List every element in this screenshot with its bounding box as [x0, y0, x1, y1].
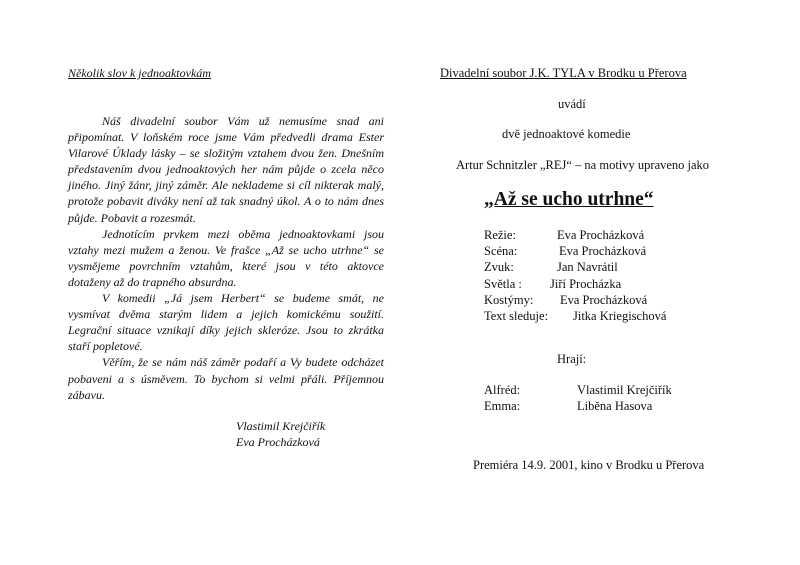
- intro-paragraph: Jednotícím prvkem mezi oběma jednoaktovkami jsou vztahy mezi mužem a ženou. Ve frašce „Až se ucho utrhne“ se vysmějeme povrchním vztahům, které jsou v této aktovce dotaženy až do trapného absurdna.: [68, 226, 384, 289]
- credit-name: Eva Procházková: [560, 292, 648, 307]
- signature-name: Vlastimil Krejčiřík: [236, 419, 326, 433]
- credit-name: Jitka Kriegischová: [573, 308, 667, 323]
- credit-name: Jan Navrátil: [557, 260, 618, 275]
- adaptation-text: Artur Schnitzler „REJ“ – na motivy upraveno jako: [456, 158, 710, 172]
- credit-name: Eva Procházková: [557, 228, 645, 242]
- cast-actor: Liběna Hasova: [577, 399, 653, 413]
- cast-role: Emma:: [484, 399, 521, 413]
- cast-actor: Vlastimil Krejčiřík: [577, 383, 672, 397]
- intro-paragraph: Náš divadelní soubor Vám už nemusíme snad ani připomínat. V loňském roce jsme Vám předvedli drama Ester Vilarové Úklady lásky – se složitým vztahem dvou žen. Dnešním představením dvou jednoaktových her nám půjde o zcela něco jiného. Jiný žánr, jiný záměr. Ale neklademe si cíl nikterak malý, protože pobavit diváky není až tak snadný úkol. A o to nám dnes půjde. Pobavit a rozesmát.: [68, 114, 384, 225]
- cast-role: Alfréd:: [484, 383, 521, 397]
- credit-name: Eva Procházková: [559, 244, 647, 259]
- play-title: „Až se ucho utrhne“: [484, 189, 654, 210]
- credit-role: Text sleduje:: [484, 308, 549, 323]
- intro-text: [68, 113, 384, 403]
- credit-role: Scéna:: [484, 244, 518, 259]
- two-plays-text: dvě jednoaktové komedie: [502, 127, 631, 141]
- intro-heading: Několik slov k jednoaktovkám: [68, 66, 211, 80]
- credit-name: Jiří Procházka: [550, 276, 622, 291]
- signature-name: Eva Procházková: [236, 435, 320, 449]
- presents-text: uvádí: [558, 97, 586, 111]
- cast-heading: Hrají:: [557, 352, 587, 366]
- troupe-name: Divadelní soubor J.K. TYLA v Brodku u Přerova: [440, 66, 687, 80]
- credit-role: Zvuk:: [484, 260, 514, 275]
- credit-role: Kostýmy:: [484, 292, 534, 307]
- credit-role: Světla :: [484, 276, 522, 291]
- intro-paragraph: V komedii „Já jsem Herbert“ se budeme smát, ne vysmívat dvěma starým lidem a jejich komickému soužití. Legrační situace vznikají díky jejich skleróze. Jsou to zkrátka staří popletové.: [68, 291, 384, 354]
- premiere-info: Premiéra 14.9. 2001, kino v Brodku u Přerova: [473, 458, 705, 472]
- signatures: [236, 418, 325, 450]
- intro-paragraph: Věřím, že se nám náš záměr podaří a Vy budete odcházet pobaveni a s úsměvem. To bychom si velmi přáli. Příjemnou zábavu.: [68, 355, 384, 402]
- credit-role: Režie:: [484, 228, 516, 242]
